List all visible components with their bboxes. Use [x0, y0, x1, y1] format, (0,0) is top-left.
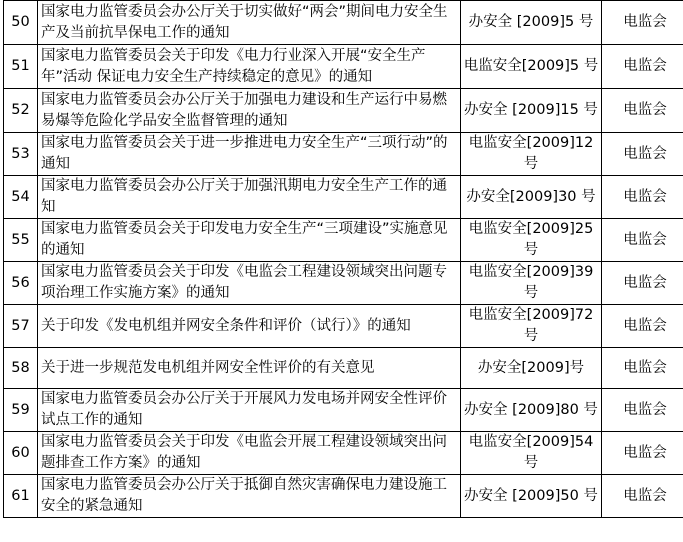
table-row	[4, 475, 683, 518]
document-title: 国家电力监管委员会关于印发《电监会开展工程建设领域突出问题排查工作方案》的通知	[38, 432, 461, 475]
issuing-authority: 电监会	[602, 305, 683, 348]
document-code: 办安全[2009]号	[461, 348, 602, 389]
document-code: 电监安全[2009]39 号	[461, 262, 602, 305]
row-number: 51	[4, 45, 38, 89]
document-code: 办安全 [2009]50 号	[461, 475, 602, 518]
document-title: 国家电力监管委员会关于印发电力安全生产“三项建设”实施意见的通知	[38, 219, 461, 262]
row-number: 59	[4, 389, 38, 432]
table-row	[4, 219, 683, 262]
issuing-authority: 电监会	[602, 89, 683, 133]
issuing-authority: 电监会	[602, 348, 683, 389]
row-number: 60	[4, 432, 38, 475]
row-number: 58	[4, 348, 38, 389]
row-number: 50	[4, 1, 38, 45]
row-number: 61	[4, 475, 38, 518]
document-code: 电监安全[2009]25 号	[461, 219, 602, 262]
table-row	[4, 305, 683, 348]
document-title: 国家电力监管委员会办公厅关于切实做好“两会”期间电力安全生产及当前抗旱保电工作的通知	[38, 1, 461, 45]
document-title: 国家电力监管委员会办公厅关于加强汛期电力安全生产工作的通知	[38, 176, 461, 219]
document-title: 关于进一步规范发电机组并网安全性评价的有关意见	[38, 348, 461, 389]
issuing-authority: 电监会	[602, 262, 683, 305]
issuing-authority: 电监会	[602, 219, 683, 262]
issuing-authority: 电监会	[602, 389, 683, 432]
row-number: 53	[4, 133, 38, 176]
issuing-authority: 电监会	[602, 45, 683, 89]
regulations-table	[3, 0, 683, 518]
document-code: 办安全 [2009]80 号	[461, 389, 602, 432]
issuing-authority: 电监会	[602, 1, 683, 45]
issuing-authority: 电监会	[602, 432, 683, 475]
table-row	[4, 432, 683, 475]
document-title: 国家电力监管委员会关于印发《电监会工程建设领域突出问题专项治理工作实施方案》的通知	[38, 262, 461, 305]
table-row	[4, 89, 683, 133]
document-code: 电监安全[2009]54 号	[461, 432, 602, 475]
row-number: 57	[4, 305, 38, 348]
issuing-authority: 电监会	[602, 133, 683, 176]
table-row	[4, 348, 683, 389]
table-row	[4, 389, 683, 432]
issuing-authority: 电监会	[602, 176, 683, 219]
document-code: 电监安全[2009]12 号	[461, 133, 602, 176]
table-row	[4, 176, 683, 219]
document-code: 电监安全[2009]72 号	[461, 305, 602, 348]
document-title: 国家电力监管委员会关于印发《电力行业深入开展“安全生产年”活动 保证电力安全生产持续稳定的意见》的通知	[38, 45, 461, 89]
document-title: 国家电力监管委员会关于进一步推进电力安全生产“三项行动”的通知	[38, 133, 461, 176]
document-title: 国家电力监管委员会办公厅关于加强电力建设和生产运行中易燃易爆等危险化学品安全监督管理的通知	[38, 89, 461, 133]
document-code: 办安全 [2009]5 号	[461, 1, 602, 45]
document-title: 国家电力监管委员会办公厅关于抵御自然灾害确保电力建设施工安全的紧急通知	[38, 475, 461, 518]
table-row	[4, 45, 683, 89]
document-code: 电监安全[2009]5 号	[461, 45, 602, 89]
document-title: 关于印发《发电机组并网安全条件和评价（试行）》的通知	[38, 305, 461, 348]
issuing-authority: 电监会	[602, 475, 683, 518]
table-row	[4, 262, 683, 305]
row-number: 54	[4, 176, 38, 219]
document-code: 办安全[2009]30 号	[461, 176, 602, 219]
row-number: 56	[4, 262, 38, 305]
document-code: 办安全 [2009]15 号	[461, 89, 602, 133]
table-row	[4, 1, 683, 45]
document-title: 国家电力监管委员会办公厅关于开展风力发电场并网安全性评价试点工作的通知	[38, 389, 461, 432]
row-number: 55	[4, 219, 38, 262]
row-number: 52	[4, 89, 38, 133]
table-row	[4, 133, 683, 176]
